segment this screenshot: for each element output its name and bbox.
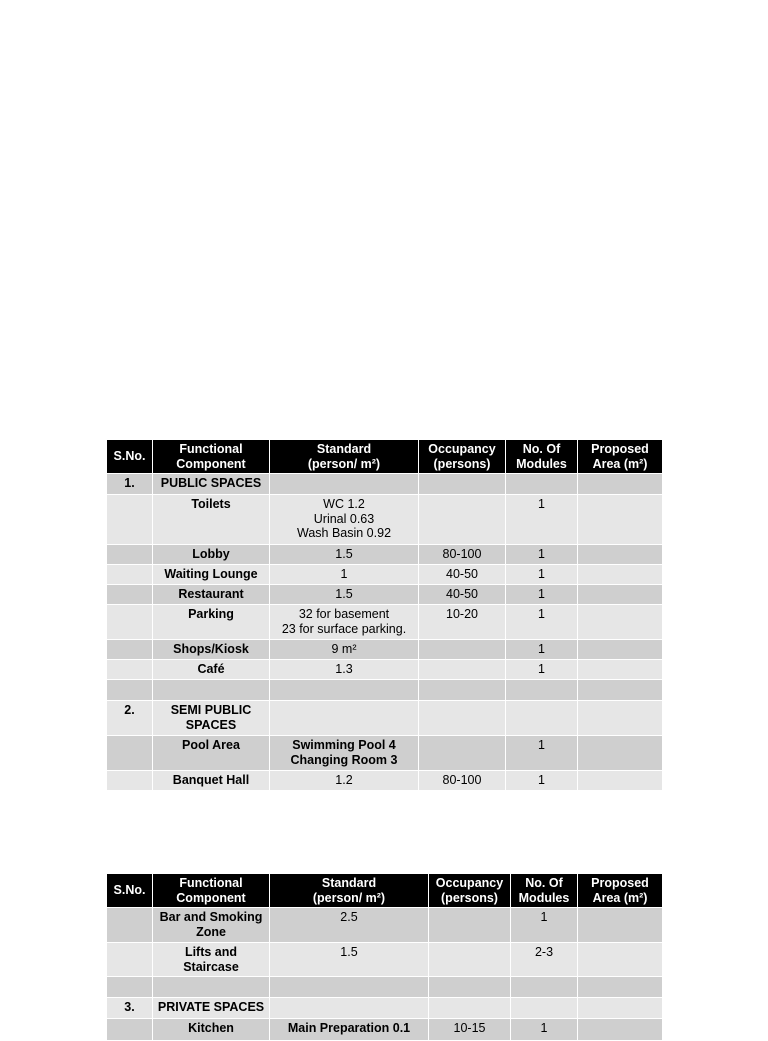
cell-occupancy: [429, 908, 511, 943]
table-row: [107, 908, 663, 943]
cell-area: [578, 605, 663, 640]
cell-standard: [270, 701, 419, 736]
table-row: [107, 943, 663, 977]
cell-modules: 1: [506, 771, 578, 791]
table-row: [107, 585, 663, 605]
table-row: [107, 545, 663, 565]
cell-occupancy: 80-100: [419, 545, 506, 565]
table-row: [107, 701, 663, 736]
cell-sno: [107, 908, 153, 943]
cell-standard: 2.5: [270, 908, 429, 943]
cell-modules: 1: [506, 640, 578, 660]
cell-occupancy: [419, 701, 506, 736]
col-header-modules: No. Of Modules: [506, 440, 578, 474]
cell-modules: 1: [506, 565, 578, 585]
cell-modules: 1: [506, 660, 578, 680]
cell-occupancy: [419, 736, 506, 771]
cell-standard: 1.2: [270, 771, 419, 791]
cell-area: [578, 977, 663, 998]
cell-occupancy: 10-15: [429, 1019, 511, 1041]
cell-sno: [107, 736, 153, 771]
cell-component: Parking: [153, 605, 270, 640]
cell-modules: 1: [506, 545, 578, 565]
cell-modules: [506, 474, 578, 495]
cell-component: Restaurant: [153, 585, 270, 605]
cell-standard: [270, 474, 419, 495]
cell-component: SEMI PUBLIC SPACES: [153, 701, 270, 736]
cell-modules: [506, 701, 578, 736]
cell-standard: Swimming Pool 4 Changing Room 3: [270, 736, 419, 771]
cell-standard: 32 for basement 23 for surface parking.: [270, 605, 419, 640]
table-row: [107, 1019, 663, 1041]
cell-component: PRIVATE SPACES: [153, 998, 270, 1019]
cell-area: [578, 701, 663, 736]
cell-occupancy: 40-50: [419, 565, 506, 585]
cell-sno: [107, 680, 153, 701]
cell-area: [578, 736, 663, 771]
cell-standard: [270, 998, 429, 1019]
col-header-occupancy: Occupancy (persons): [419, 440, 506, 474]
cell-occupancy: [419, 474, 506, 495]
cell-sno: [107, 585, 153, 605]
cell-area: [578, 998, 663, 1019]
col-header-standard: Standard (person/ m²): [270, 874, 429, 908]
col-header-proposed-area: Proposed Area (m²): [578, 874, 663, 908]
cell-standard: Main Preparation 0.1: [270, 1019, 429, 1041]
cell-area: [578, 1019, 663, 1041]
cell-modules: 1: [511, 908, 578, 943]
table-row: [107, 605, 663, 640]
table-row: [107, 771, 663, 791]
col-header-standard: Standard (person/ m²): [270, 440, 419, 474]
cell-standard: 9 m²: [270, 640, 419, 660]
cell-modules: 1: [506, 495, 578, 545]
cell-sno: [107, 640, 153, 660]
cell-standard: [270, 977, 429, 998]
cell-modules: [511, 977, 578, 998]
table-header-row: [107, 440, 663, 474]
cell-area: [578, 495, 663, 545]
cell-occupancy: [419, 640, 506, 660]
cell-area: [578, 908, 663, 943]
area-table-2: [106, 873, 663, 1041]
cell-component: Toilets: [153, 495, 270, 545]
cell-standard: 1.5: [270, 545, 419, 565]
cell-sno: [107, 660, 153, 680]
cell-modules: 1: [506, 605, 578, 640]
cell-sno: 2.: [107, 701, 153, 736]
cell-sno: [107, 977, 153, 998]
cell-modules: [506, 680, 578, 701]
cell-component: Kitchen: [153, 1019, 270, 1041]
cell-occupancy: 10-20: [419, 605, 506, 640]
cell-area: [578, 640, 663, 660]
cell-component: Waiting Lounge: [153, 565, 270, 585]
table-row: [107, 474, 663, 495]
col-header-functional-component: Functional Component: [153, 874, 270, 908]
col-header-occupancy: Occupancy (persons): [429, 874, 511, 908]
cell-sno: [107, 771, 153, 791]
cell-standard: 1.5: [270, 943, 429, 977]
table-row: [107, 495, 663, 545]
cell-component: PUBLIC SPACES: [153, 474, 270, 495]
cell-area: [578, 585, 663, 605]
cell-area: [578, 943, 663, 977]
cell-occupancy: 40-50: [419, 585, 506, 605]
cell-sno: 3.: [107, 998, 153, 1019]
cell-modules: 1: [511, 1019, 578, 1041]
cell-sno: [107, 605, 153, 640]
cell-standard: 1.5: [270, 585, 419, 605]
cell-area: [578, 660, 663, 680]
cell-occupancy: 80-100: [419, 771, 506, 791]
cell-component: Shops/Kiosk: [153, 640, 270, 660]
table-row: [107, 998, 663, 1019]
table-header-row: [107, 874, 663, 908]
cell-component: Pool Area: [153, 736, 270, 771]
cell-area: [578, 545, 663, 565]
col-header-functional-component: Functional Component: [153, 440, 270, 474]
cell-component: Bar and Smoking Zone: [153, 908, 270, 943]
table-row: [107, 736, 663, 771]
table-row: [107, 640, 663, 660]
table-row: [107, 660, 663, 680]
col-header-modules: No. Of Modules: [511, 874, 578, 908]
cell-area: [578, 771, 663, 791]
table-row-empty: [107, 680, 663, 701]
cell-component: [153, 680, 270, 701]
cell-sno: 1.: [107, 474, 153, 495]
col-header-proposed-area: Proposed Area (m²): [578, 440, 663, 474]
cell-component: Lifts and Staircase: [153, 943, 270, 977]
cell-sno: [107, 545, 153, 565]
cell-standard: WC 1.2 Urinal 0.63 Wash Basin 0.92: [270, 495, 419, 545]
cell-occupancy: [429, 998, 511, 1019]
cell-standard: 1: [270, 565, 419, 585]
cell-modules: 1: [506, 736, 578, 771]
cell-occupancy: [429, 943, 511, 977]
cell-standard: [270, 680, 419, 701]
cell-occupancy: [419, 495, 506, 545]
cell-occupancy: [429, 977, 511, 998]
cell-sno: [107, 1019, 153, 1041]
cell-component: Café: [153, 660, 270, 680]
cell-modules: 2-3: [511, 943, 578, 977]
cell-modules: 1: [506, 585, 578, 605]
cell-component: Banquet Hall: [153, 771, 270, 791]
cell-area: [578, 565, 663, 585]
cell-area: [578, 474, 663, 495]
cell-sno: [107, 943, 153, 977]
table-row-empty: [107, 977, 663, 998]
col-header-sno: S.No.: [107, 874, 153, 908]
cell-area: [578, 680, 663, 701]
cell-component: [153, 977, 270, 998]
cell-occupancy: [419, 660, 506, 680]
cell-standard: 1.3: [270, 660, 419, 680]
cell-sno: [107, 495, 153, 545]
cell-occupancy: [419, 680, 506, 701]
area-table-1: [106, 439, 663, 791]
cell-component: Lobby: [153, 545, 270, 565]
cell-sno: [107, 565, 153, 585]
cell-modules: [511, 998, 578, 1019]
table-row: [107, 565, 663, 585]
col-header-sno: S.No.: [107, 440, 153, 474]
